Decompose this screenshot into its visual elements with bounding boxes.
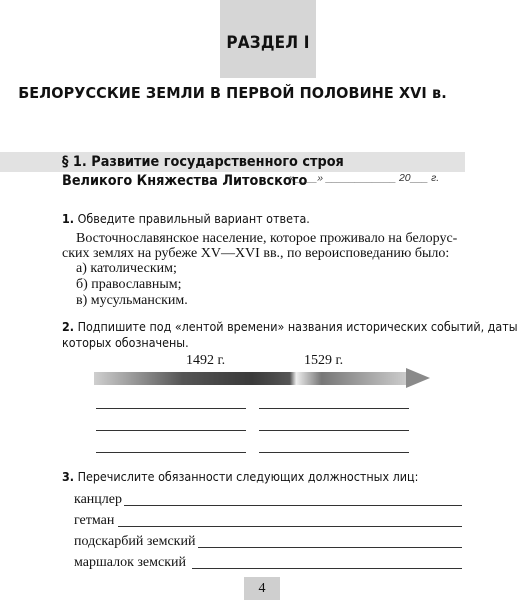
task2-instruction-line2: которых обозначены. [62, 336, 189, 350]
task1-option-a[interactable]: а) католическим; [76, 261, 177, 276]
official-answer-line[interactable] [124, 505, 462, 506]
task1-question-line1: Восточнославянское население, которое проживало на белорус- [76, 231, 458, 246]
timeline-answer-line[interactable] [96, 408, 246, 409]
official-label-marshal: маршалок земский [74, 555, 186, 570]
paragraph-title-line1: § 1. Развитие государственного строя [62, 154, 344, 170]
timeline-bar [94, 372, 410, 385]
timeline-arrow-icon [406, 368, 430, 388]
official-answer-line[interactable] [198, 547, 462, 548]
timeline-answer-line[interactable] [259, 430, 409, 431]
official-answer-line[interactable] [118, 526, 462, 527]
timeline-answer-line[interactable] [96, 452, 246, 453]
official-label-treasurer: подскарбий земский [74, 534, 196, 549]
task1-question-line2: ских землях на рубеже XV—XVI вв., по вероисповеданию было: [62, 246, 450, 261]
task1-instruction-text: Обведите правильный вариант ответа. [77, 212, 310, 226]
paragraph-title-line2: Великого Княжества Литовского [62, 173, 308, 189]
official-label-chancellor: канцлер [74, 492, 122, 507]
task1-option-b[interactable]: б) православным; [76, 277, 182, 292]
official-answer-line[interactable] [192, 568, 462, 569]
task3-instruction [62, 470, 418, 484]
timeline-answer-line[interactable] [259, 452, 409, 453]
section-label: РАЗДЕЛ I [226, 33, 310, 53]
task1-option-c[interactable]: в) мусульманским. [76, 293, 188, 308]
timeline-year-1529: 1529 г. [304, 353, 344, 368]
date-field: «____» ____________ 20___ г. [288, 172, 440, 184]
task3-instruction-text: Перечислите обязанности следующих должностных лиц: [77, 470, 419, 484]
task2-instruction-text: Подпишите под «лентой времени» названия исторических событий, даты [77, 320, 518, 334]
task1-number: 1. [62, 212, 75, 226]
task2-instruction-line1 [62, 320, 518, 334]
chapter-title: БЕЛОРУССКИЕ ЗЕМЛИ В ПЕРВОЙ ПОЛОВИНЕ XVI в. [18, 84, 447, 102]
page-number: 4 [258, 581, 266, 596]
timeline-answer-line[interactable] [96, 430, 246, 431]
official-label-hetman: гетман [74, 513, 115, 528]
timeline-answer-line[interactable] [259, 408, 409, 409]
task1-instruction [62, 212, 310, 226]
task3-number: 3. [62, 470, 75, 484]
timeline-year-1492: 1492 г. [186, 353, 226, 368]
task2-number: 2. [62, 320, 75, 334]
